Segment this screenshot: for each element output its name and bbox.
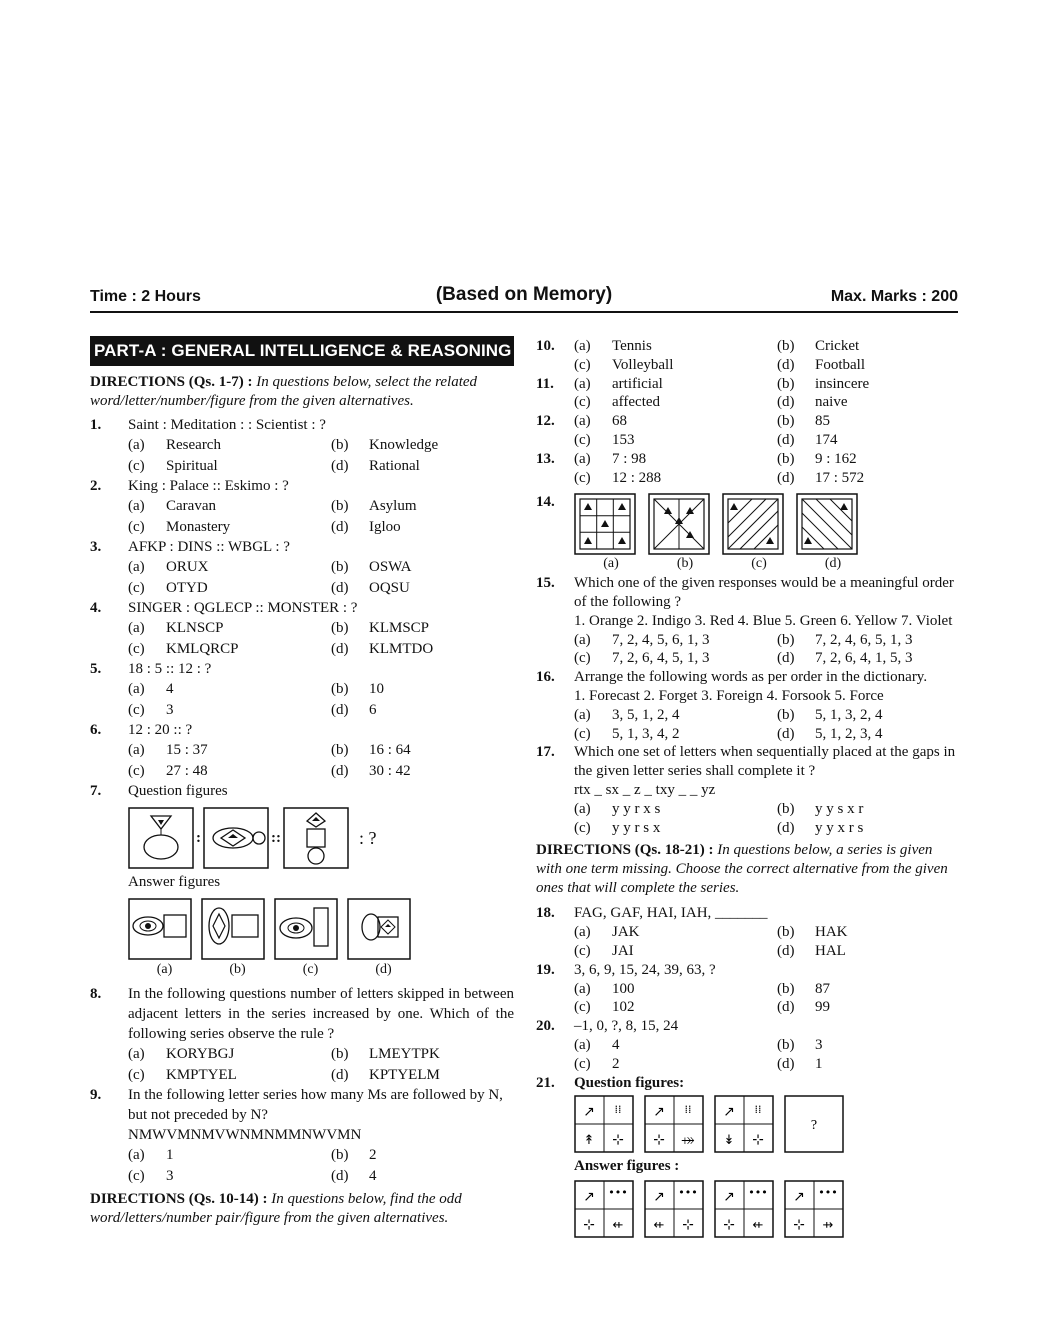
option-a[interactable]: (a) 100 — [574, 980, 635, 997]
figure-d[interactable] — [796, 493, 858, 555]
option-c[interactable]: (c) KMLQRCP — [128, 640, 239, 657]
option-c[interactable]: (c) 3 — [128, 1167, 174, 1184]
option-b[interactable]: (b) 85 — [777, 413, 830, 430]
question-15: 15. Which one of the given responses would be a meaningful order of the following ? 1. Orange 2. Indigo 3. Red 4. Blue 5. Green 6. Yellow 7. Violet (a) 7, 2, 4, 5, 6, 1, 3 (b) 7, 2, 4, 6, 5, 1, 3 (c) 7, 2, 6, 4, 5, 1, 3 (d) 7, 2, 6, 4, 1, 5, 3 — [536, 574, 958, 668]
option-a[interactable]: (a) 15 : 37 — [128, 742, 208, 758]
question-mark: ? — [810, 1118, 818, 1134]
svg-text:↟: ↟ — [583, 1133, 595, 1149]
option-b[interactable]: (b) OSWA — [331, 559, 412, 575]
option-d[interactable]: (d) 1 — [777, 1055, 823, 1072]
option-b[interactable]: (b) 5, 1, 3, 2, 4 — [777, 706, 883, 723]
option-d[interactable]: (d) KLMTDO — [331, 640, 434, 657]
letter-series: NMWVMNMVWNMNMMNWVMN — [128, 1127, 362, 1143]
option-a[interactable]: (a) 7 : 98 — [574, 450, 647, 467]
option-b[interactable]: (b) 87 — [777, 980, 830, 997]
option-c[interactable]: (c) OTYD — [128, 579, 208, 596]
question-figure-2 — [644, 1095, 704, 1153]
option-c[interactable]: (c) JAI — [574, 942, 634, 959]
svg-text:↗: ↗ — [583, 1104, 595, 1121]
max-marks-label: Max. Marks : 200 — [830, 288, 958, 305]
question-9: 9. In the following letter series how many Ms are followed by N, but not preceded by N? NMWVMNMVWNMNMMNWVMN (a) 1 (b) 2 (c) 3 (d) 4 — [90, 1085, 514, 1186]
figure-a[interactable] — [574, 493, 636, 555]
option-b[interactable]: (b) Asylum — [331, 498, 417, 514]
option-b[interactable]: (b) HAK — [777, 924, 848, 941]
option-d[interactable]: (d) 4 — [331, 1167, 377, 1184]
option-a[interactable]: (a) 3, 5, 1, 2, 4 — [574, 706, 680, 723]
question-10: 10. (a) Tennis (b) Cricket (c) Volleyball (d) Football — [536, 337, 958, 375]
option-c[interactable]: (c) 3 — [128, 701, 174, 718]
option-a[interactable]: (a) KLNSCP — [128, 620, 224, 636]
svg-text:↗: ↗ — [793, 1189, 805, 1206]
question-5: 5. 18 : 5 :: 12 : ? (a) 4 (b) 10 (c) 3 (d) 6 — [90, 659, 514, 720]
svg-text:⇷: ⇷ — [752, 1218, 764, 1234]
svg-text:•••: ••• — [748, 1186, 768, 1200]
part-title: PART-A : GENERAL INTELLIGENCE & REASONING — [90, 336, 514, 366]
option-c[interactable]: (c) KMPTYEL — [128, 1066, 237, 1083]
letter-series: rtx _ sx _ z _ txy _ _ yz — [574, 781, 716, 798]
answer-figures-label: Answer figures : — [574, 1158, 680, 1175]
option-d[interactable]: (d) HAL — [777, 942, 846, 959]
option-a[interactable]: (a) ORUX — [128, 559, 209, 575]
svg-text:↗: ↗ — [723, 1189, 735, 1206]
option-a[interactable]: (a) 4 — [128, 681, 174, 697]
question-figure-3 — [714, 1095, 774, 1153]
option-b[interactable]: (b) KLMSCP — [331, 620, 430, 636]
question-12: 12. (a) 68 (b) 85 (c) 153 (d) 174 — [536, 412, 958, 450]
svg-text:⊹: ⊹ — [653, 1132, 665, 1149]
option-b[interactable]: (b) insincere — [777, 375, 870, 392]
question-figure-1 — [574, 1095, 634, 1153]
question-figure-1 — [128, 807, 194, 869]
svg-text:⊹: ⊹ — [793, 1217, 805, 1234]
option-c[interactable]: (c) y y r s x — [574, 819, 661, 836]
option-a[interactable]: (a) y y r x s — [574, 800, 661, 817]
svg-text:⊹: ⊹ — [723, 1217, 735, 1234]
answer-figure-d[interactable] — [347, 898, 411, 960]
directions-18-21: DIRECTIONS (Qs. 18-21) : In questions below, a series is given with one term missing. Choose the correct alternative from the given ones that will complete the series. — [536, 842, 948, 897]
colon-separator: : — [196, 830, 201, 846]
option-a[interactable]: (a) KORYBGJ — [128, 1046, 235, 1062]
directions-1-7: DIRECTIONS (Qs. 1-7) : In questions below, select the related word/letter/number/figure from the given alternatives. — [90, 374, 478, 409]
option-b[interactable]: (b) y y s x r — [777, 800, 864, 817]
question-3: 3. AFKP : DINS :: WBGL : ? (a) ORUX (b) OSWA (c) OTYD (d) OQSU — [90, 537, 514, 598]
option-b[interactable]: (b) Knowledge — [331, 437, 439, 453]
answer-figure-c[interactable] — [274, 898, 338, 960]
option-d[interactable]: (d) 174 — [777, 431, 838, 448]
figure-b[interactable] — [648, 493, 710, 555]
option-b[interactable]: (b) 10 — [331, 681, 384, 697]
question-21: 21. Question figures: ↗ ⁞⁞ ↟ ⊹ ↗ ⁞⁞ ⊹ ⤀ ↗ ⁞⁞ ↡ ⊹ ? Answer figures : ↗ ••• ⊹ ⇷ ↗ ••• ⇷ ⊹ ↗ ••• ⊹ ⇷ ↗ ••• ⊹ ⇸ — [536, 1074, 958, 1239]
question-6: 6. 12 : 20 :: ? (a) 15 : 37 (b) 16 : 64 (c) 27 : 48 (d) 30 : 42 — [90, 720, 514, 781]
right-column — [536, 337, 958, 1238]
option-d[interactable]: (d) 30 : 42 — [331, 762, 411, 779]
question-8: 8. In the following questions number of letters skipped in between adjacent letters in the series increased by one. Which of the following series observe the rule ? (a) KORYBGJ (b) LMEYTPK (c) KMPTYEL (d) KPTYELM — [90, 984, 514, 1085]
question-1: 1. Saint : Meditation : : Scientist : ? (a) Research (b) Knowledge (c) Spiritual (d) Rational — [90, 415, 514, 476]
left-column — [90, 336, 514, 1232]
svg-text:↗: ↗ — [653, 1104, 665, 1121]
svg-text:⊹: ⊹ — [612, 1132, 624, 1149]
svg-text:⇷: ⇷ — [653, 1218, 665, 1234]
memory-label: (Based on Memory) — [435, 284, 613, 305]
option-d[interactable]: (d) y y x r s — [777, 819, 864, 836]
question-13: 13. (a) 7 : 98 (b) 9 : 162 (c) 12 : 288 (d) 17 : 572 — [536, 450, 958, 488]
question-17: 17. Which one set of letters when sequentially placed at the gaps in the given letter series shall complete it ? rtx _ sx _ z _ txy _ _ yz (a) y y r x s (b) y y s x r (c) y y r s x (d) y y x r s — [536, 743, 958, 837]
question-18: 18. FAG, GAF, HAI, IAH, _______ (a) JAK (b) HAK (c) JAI (d) HAL — [536, 904, 958, 960]
option-b[interactable]: (b) 16 : 64 — [331, 742, 411, 758]
time-label: Time : 2 Hours — [90, 288, 201, 305]
option-a[interactable]: (a) Tennis — [574, 338, 652, 354]
svg-text:⊹: ⊹ — [583, 1217, 595, 1234]
option-a[interactable]: (a) 68 — [574, 413, 627, 430]
option-c[interactable]: (c) 153 — [574, 431, 635, 448]
question-20: 20. –1, 0, ?, 8, 15, 24 (a) 4 (b) 3 (c) 2 (d) 1 — [536, 1017, 958, 1073]
option-c[interactable]: (c) 27 : 48 — [128, 762, 208, 779]
question-figure-4 — [784, 1095, 844, 1153]
option-d[interactable]: (d) OQSU — [331, 579, 410, 596]
option-d[interactable]: (d) Rational — [331, 457, 420, 474]
question-mark: : ? — [359, 828, 377, 848]
svg-text:↡: ↡ — [723, 1133, 735, 1149]
answer-figure-b[interactable] — [644, 1180, 704, 1238]
option-c[interactable]: (c) 5, 1, 3, 4, 2 — [574, 725, 680, 742]
svg-text:↗: ↗ — [583, 1189, 595, 1206]
question-19: 19. 3, 6, 9, 15, 24, 39, 63, ? (a) 100 (b) 87 (c) 102 (d) 99 — [536, 961, 958, 1017]
question-2: 2. King : Palace :: Eskimo : ? (a) Caravan (b) Asylum (c) Monastery (d) Igloo — [90, 476, 514, 537]
option-b[interactable]: (b) 9 : 162 — [777, 450, 857, 467]
option-a[interactable]: (a) Research — [128, 437, 221, 453]
option-a[interactable]: (a) JAK — [574, 924, 640, 941]
answer-figure-a[interactable] — [128, 898, 192, 960]
option-d[interactable]: (d) 7, 2, 6, 4, 1, 5, 3 — [777, 650, 913, 667]
svg-text:⁞⁞: ⁞⁞ — [684, 1103, 692, 1117]
question-11: 11. (a) artificial (b) insincere (c) affected (d) naive — [536, 375, 958, 413]
option-a[interactable]: (a) artificial — [574, 375, 663, 392]
svg-text:↗: ↗ — [653, 1189, 665, 1206]
option-c[interactable]: (c) Spiritual — [128, 457, 218, 474]
question-4: 4. SINGER : QGLECP :: MONSTER : ? (a) KLNSCP (b) KLMSCP (c) KMLQRCP (d) KLMTDO — [90, 598, 514, 659]
svg-text:•••: ••• — [678, 1186, 698, 1200]
svg-text:•••: ••• — [608, 1186, 628, 1200]
svg-text:↗: ↗ — [723, 1104, 735, 1121]
option-c[interactable]: (c) 102 — [574, 999, 635, 1016]
svg-text:⇷: ⇷ — [612, 1218, 624, 1234]
svg-text:⊹: ⊹ — [682, 1217, 694, 1234]
header-rule — [90, 311, 958, 313]
option-c[interactable]: (c) 7, 2, 6, 4, 5, 1, 3 — [574, 650, 710, 667]
question-figure-2 — [203, 807, 269, 869]
question-14: 14. (a) (b) (c) (d) — [536, 493, 958, 574]
option-d[interactable]: (d) naive — [777, 394, 848, 411]
option-d[interactable]: (d) KPTYELM — [331, 1066, 440, 1083]
directions-10-14: DIRECTIONS (Qs. 10-14) : In questions below, find the odd word/letters/number pair/figure from the given alternatives. — [90, 1191, 462, 1226]
option-d[interactable]: (d) 17 : 572 — [777, 469, 865, 486]
option-d[interactable]: (d) 6 — [331, 701, 377, 718]
option-c[interactable]: (c) Volleyball — [574, 356, 674, 373]
option-b[interactable]: (b) LMEYTPK — [331, 1046, 440, 1062]
option-b[interactable]: (b) 3 — [777, 1036, 823, 1053]
option-d[interactable]: (d) 99 — [777, 999, 830, 1016]
svg-text:⁞⁞: ⁞⁞ — [754, 1103, 762, 1117]
option-b[interactable]: (b) Cricket — [777, 338, 860, 354]
page-header — [90, 284, 958, 310]
option-c[interactable]: (c) affected — [574, 394, 661, 411]
option-d[interactable]: (d) Igloo — [331, 518, 401, 535]
option-a[interactable]: (a) Caravan — [128, 498, 216, 514]
option-b[interactable]: (b) 7, 2, 4, 6, 5, 1, 3 — [777, 631, 913, 648]
option-d[interactable]: (d) Football — [777, 356, 866, 373]
answer-figures-label: Answer figures — [128, 874, 221, 890]
svg-text:⁞⁞: ⁞⁞ — [614, 1103, 622, 1117]
option-d[interactable]: (d) 5, 1, 2, 3, 4 — [777, 725, 883, 742]
svg-text:•••: ••• — [818, 1186, 838, 1200]
option-a[interactable]: (a) 4 — [574, 1036, 620, 1053]
double-colon-separator: :: — [271, 830, 281, 846]
svg-text:⇸: ⇸ — [822, 1218, 834, 1234]
svg-text:⊹: ⊹ — [752, 1132, 764, 1149]
question-16: 16. Arrange the following words as per order in the dictionary. 1. Forecast 2. Forget 3. Foreign 4. Forsook 5. Force (a) 3, 5, 1, 2, 4 (b) 5, 1, 3, 2, 4 (c) 5, 1, 3, 4, 2 (d) 5, 1, 2, 3, 4 — [536, 668, 958, 743]
figure-c[interactable] — [722, 493, 784, 555]
option-b[interactable]: (b) 2 — [331, 1147, 377, 1163]
option-a[interactable]: (a) 1 — [128, 1147, 174, 1163]
svg-text:⤀: ⤀ — [681, 1133, 695, 1149]
option-c[interactable]: (c) 12 : 288 — [574, 469, 662, 486]
answer-figure-d[interactable] — [784, 1180, 844, 1238]
answer-figure-b[interactable] — [201, 898, 265, 960]
question-figure-3 — [283, 807, 349, 869]
option-c[interactable]: (c) Monastery — [128, 518, 231, 535]
option-c[interactable]: (c) 2 — [574, 1055, 620, 1072]
answer-figure-a[interactable] — [574, 1180, 634, 1238]
question-7: 7. Question figures : :: : ? Answer figures (a) (b) (c) (d) — [90, 781, 514, 980]
option-a[interactable]: (a) 7, 2, 4, 5, 6, 1, 3 — [574, 631, 710, 648]
answer-figure-c[interactable] — [714, 1180, 774, 1238]
